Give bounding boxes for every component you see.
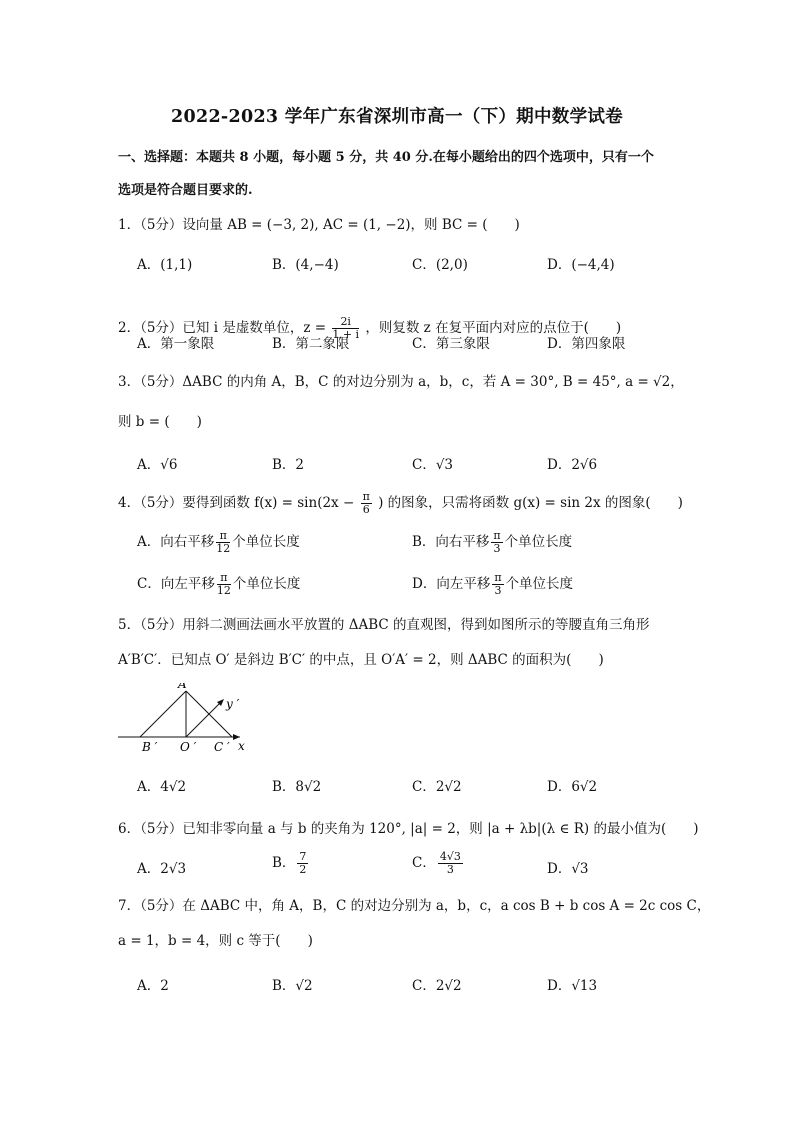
question-5-option-d: D．6√2 <box>547 779 598 795</box>
label-y-prime: y ′ <box>226 697 240 711</box>
option-post: 个单位长度 <box>504 534 573 550</box>
question-5-figure <box>118 683 268 762</box>
y-axis-line <box>186 701 222 737</box>
question-2-option-b: B．第二象限 <box>272 336 350 352</box>
option-post: 个单位长度 <box>232 576 301 592</box>
question-5-option-a: A．4√2 <box>137 779 187 795</box>
fraction-denominator: 2 <box>299 863 307 876</box>
question-4-option-a <box>137 530 300 555</box>
question-3-option-c: C．√3 <box>412 457 454 473</box>
side-b-a <box>140 691 186 737</box>
option-fraction <box>216 530 230 554</box>
question-2-option-c: C．第三象限 <box>412 336 490 352</box>
label-o-prime: O ′ <box>180 740 197 754</box>
question-1-stem: 1．（5分）设向量 AB = (−3, 2), AC = (1, −2)，则 BC = ( ) <box>118 217 520 233</box>
question-4-option-c <box>137 572 300 597</box>
fraction-numerator: 2i <box>332 316 359 329</box>
question-2-option-d: D．第四象限 <box>547 336 626 352</box>
question-1-option-c: C．(2,0) <box>412 257 468 273</box>
fraction-numerator: 7 <box>299 850 307 864</box>
page-title: 2022-2023 学年广东省深圳市高一（下）期中数学试卷 <box>171 107 623 127</box>
question-6-stem: 6．（5分）已知非零向量 a 与 b 的夹角为 120°, |a| = 2，则 |a + λb|(λ ∈ R) 的最小值为( ) <box>118 821 699 837</box>
question-3-option-b: B．2 <box>272 457 305 473</box>
fraction-numerator: π <box>494 571 502 585</box>
question-7-stem-line1: 7．（5分）在 ΔABC 中，角 A，B，C 的对边分别为 a，b，c，a cos B + b cos A = 2c cos C， <box>118 898 711 914</box>
question-7-option-a: A．2 <box>137 978 169 994</box>
label-x: x <box>238 739 245 753</box>
question-1-option-b: B．(4,−4) <box>272 257 339 273</box>
fraction-numerator: π <box>216 530 230 543</box>
question-5-stem-line2: A′B′C′．已知点 O′ 是斜边 B′C′ 的中点，且 O′A′ = 2，则 ΔABC 的面积为( ) <box>118 652 604 668</box>
option-post: 个单位长度 <box>232 534 300 550</box>
section-header-line1: 一、选择题：本题共 8 小题，每小题 5 分，共 40 分.在每小题给出的四个选项中，只有一个 <box>118 150 654 165</box>
question-3-stem-line2: 则 b = ( ) <box>118 414 202 430</box>
question-2-stem-pre: 2．（5分）已知 i 是虚数单位，z = <box>118 320 327 336</box>
section-header-line2: 选项是符合题目要求的. <box>118 183 253 198</box>
option-fraction <box>492 572 503 596</box>
question-3-option-a: A．√6 <box>137 457 178 473</box>
option-pre: C．向左平移 <box>137 576 215 592</box>
question-4-option-b <box>412 530 572 555</box>
option-pre: B．向右平移 <box>412 534 490 550</box>
question-1-option-d: D．(−4,4) <box>547 257 615 273</box>
option-pre: D．向左平移 <box>412 576 491 592</box>
question-6-option-b <box>272 851 310 876</box>
question-7-stem-line2: a = 1，b = 4，则 c 等于( ) <box>118 933 313 949</box>
fraction-numerator: 4√3 <box>439 850 461 864</box>
question-3-stem-line1: 3．（5分）ΔABC 的内角 A，B，C 的对边分别为 a，b，c，若 A = 30°, B = 45°, a = √2， <box>118 374 684 390</box>
label-a-prime: A ′ <box>178 683 194 691</box>
question-6-option-d: D．√3 <box>547 861 589 877</box>
question-6-option-c <box>412 851 465 876</box>
option-fraction <box>438 851 463 875</box>
isosceles-right-triangle-diagram <box>118 683 268 758</box>
fraction-denominator: 3 <box>493 542 501 555</box>
question-5-stem-line1: 5．（5分）用斜二测画法画水平放置的 ΔABC 的直观图，得到如图所示的等腰直角三角形 <box>118 617 650 633</box>
question-7-option-d: D．√13 <box>547 978 598 994</box>
question-4-fraction <box>361 491 372 515</box>
fraction-numerator: π <box>362 490 370 504</box>
fraction-denominator: 12 <box>216 584 231 597</box>
fraction-denominator: 3 <box>494 584 502 597</box>
option-pre: C． <box>412 855 436 871</box>
fraction-denominator: 6 <box>362 503 370 516</box>
question-6-option-a: A．2√3 <box>137 861 187 877</box>
question-7-option-b: B．√2 <box>272 978 313 994</box>
question-4-stem <box>118 491 683 516</box>
question-7-option-c: C．2√2 <box>412 978 462 994</box>
question-5-option-b: B．8√2 <box>272 779 322 795</box>
label-c-prime: C ′ <box>214 740 230 754</box>
fraction-numerator: π <box>493 529 501 543</box>
label-b-prime: B ′ <box>142 740 158 754</box>
option-pre: A．向右平移 <box>137 534 215 550</box>
option-fraction <box>217 572 231 596</box>
fraction-numerator: π <box>217 572 231 585</box>
question-3-option-d: D．2√6 <box>547 457 598 473</box>
fraction-denominator: 3 <box>446 863 454 876</box>
option-pre: B． <box>272 855 296 871</box>
fraction-denominator: 1 + i <box>332 328 360 341</box>
option-fraction <box>491 530 502 554</box>
option-fraction <box>297 851 308 875</box>
question-4-stem-post: ) 的图象，只需将函数 g(x) = sin 2x 的图象( ) <box>378 495 683 511</box>
fraction-denominator: 12 <box>216 542 231 555</box>
question-4-stem-pre: 4．（5分）要得到函数 f(x) = sin(2x − <box>118 495 355 511</box>
question-4-option-d <box>412 572 573 597</box>
question-2-option-a: A．第一象限 <box>137 336 215 352</box>
option-post: 个单位长度 <box>505 576 574 592</box>
question-5-option-c: C．2√2 <box>412 779 462 795</box>
question-2-stem-post: ，则复数 z 在复平面内对应的点位于( ) <box>365 320 622 336</box>
question-1-option-a: A．(1,1) <box>137 257 193 273</box>
